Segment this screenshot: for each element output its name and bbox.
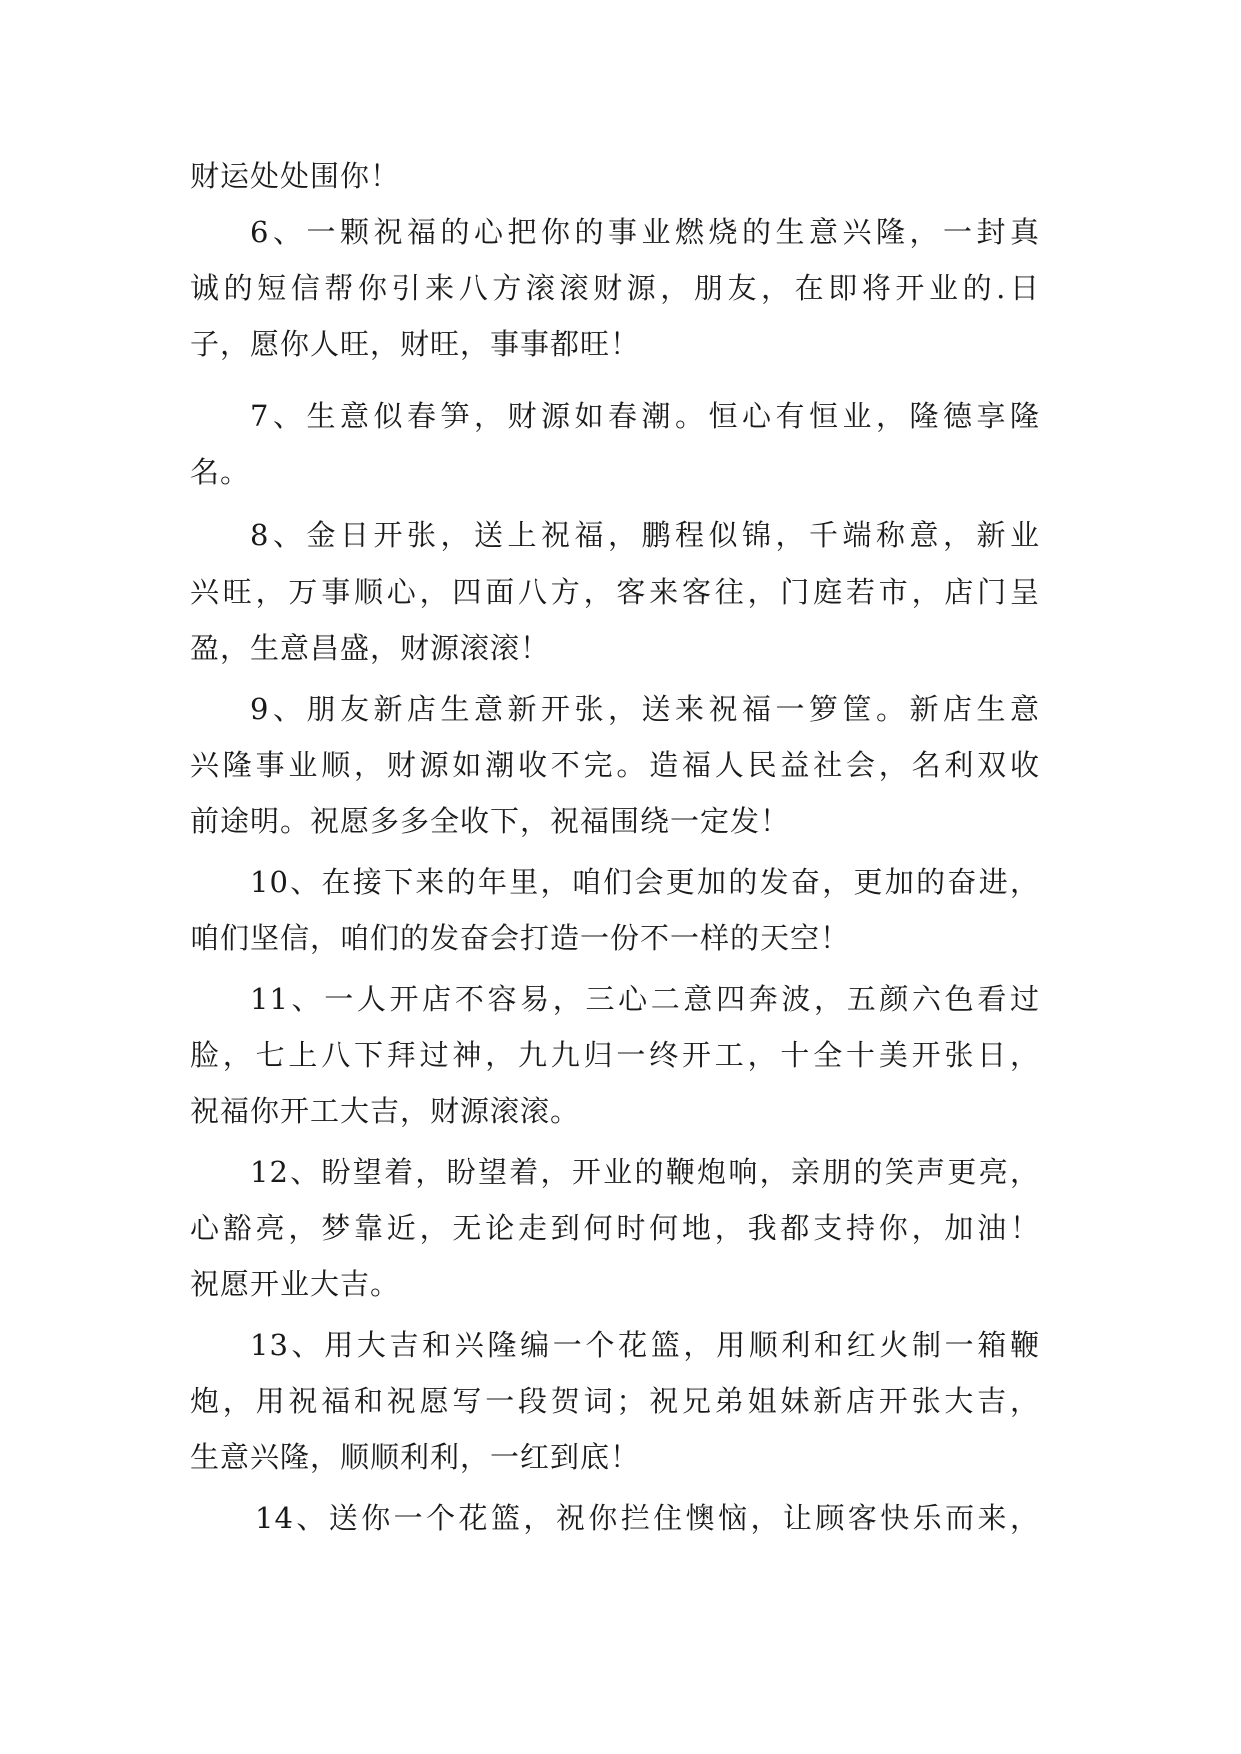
text-line: 咱们坚信，咱们的发奋会打造一份不一样的天空！ — [190, 921, 851, 955]
text-line: 子，愿你人旺，财旺，事事都旺！ — [190, 327, 641, 361]
text-line: 12、盼望着，盼望着，开业的鞭炮响，亲朋的笑声更亮， — [250, 1155, 1040, 1189]
text-line: 盈，生意昌盛，财源滚滚！ — [190, 631, 551, 665]
text-line: 8、金日开张，送上祝福，鹏程似锦，千端称意，新业 — [250, 518, 1040, 552]
text-line: 兴隆事业顺，财源如潮收不完。造福人民益社会，名利双收 — [190, 748, 1040, 782]
text-line: 祝福你开工大吉，财源滚滚。 — [190, 1094, 581, 1128]
text-line: 13、用大吉和兴隆编一个花篮，用顺利和红火制一箱鞭 — [250, 1328, 1040, 1362]
text-line: 14、送你一个花篮，祝你拦住懊恼，让顾客快乐而来， — [255, 1501, 1040, 1535]
text-line: 脸，七上八下拜过神，九九归一终开工，十全十美开张日， — [190, 1038, 1040, 1072]
text-line: 财运处处围你！ — [190, 159, 401, 193]
text-line: 7、生意似春笋，财源如春潮。恒心有恒业，隆德享隆 — [250, 399, 1040, 433]
text-line: 前途明。祝愿多多全收下，祝福围绕一定发！ — [190, 804, 791, 838]
text-line: 心豁亮，梦靠近，无论走到何时何地，我都支持你，加油！ — [190, 1211, 1040, 1245]
text-line: 祝愿开业大吉。 — [190, 1267, 401, 1301]
text-line: 6、一颗祝福的心把你的事业燃烧的生意兴隆，一封真 — [250, 215, 1040, 249]
text-line: 名。 — [190, 455, 251, 489]
text-line: 9、朋友新店生意新开张，送来祝福一箩筐。新店生意 — [250, 692, 1040, 726]
text-line: 10、在接下来的年里，咱们会更加的发奋，更加的奋进， — [250, 865, 1040, 899]
text-line: 兴旺，万事顺心，四面八方，客来客往，门庭若市，店门呈 — [190, 575, 1040, 609]
text-line: 11、一人开店不容易，三心二意四奔波，五颜六色看过 — [250, 982, 1040, 1016]
text-line: 生意兴隆，顺顺利利，一红到底！ — [190, 1440, 641, 1474]
text-line: 诚的短信帮你引来八方滚滚财源，朋友，在即将开业的.日 — [190, 271, 1040, 305]
text-line: 炮，用祝福和祝愿写一段贺词；祝兄弟姐妹新店开张大吉， — [190, 1384, 1040, 1418]
